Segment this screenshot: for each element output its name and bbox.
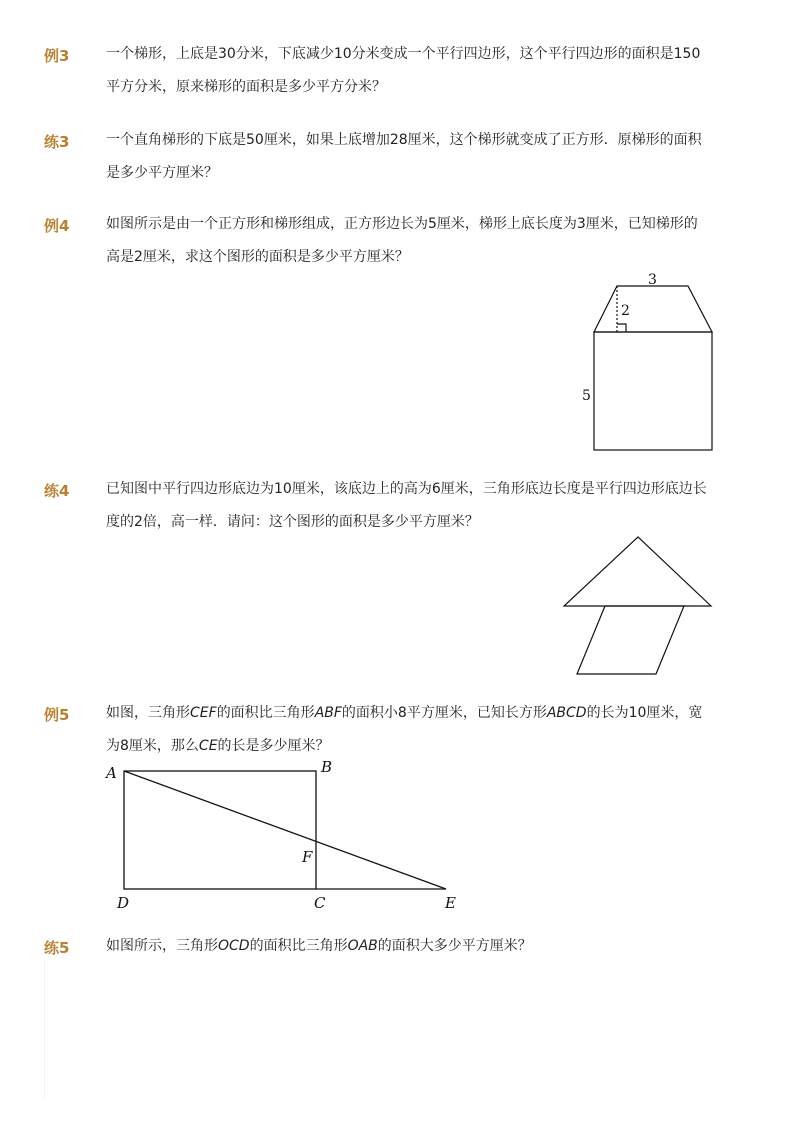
label-pr4: 练4 [44, 482, 70, 500]
ex4-label-5: 5 [582, 388, 591, 404]
problem-ex3-line2: 平方分米，原来梯形的面积是多少平方分米？ [106, 79, 386, 95]
figure-ex5 [124, 771, 446, 889]
label-ex3: 例3 [44, 47, 70, 65]
ex5-point-a: A [106, 764, 117, 782]
problem-pr4-line1: 已知图中平行四边形底边为10厘米，该底边上的高为6厘米，三角形底边长度是平行四边形底边长 [106, 481, 707, 497]
ex5-point-e: E [445, 894, 456, 912]
ex4-label-2: 2 [621, 303, 630, 319]
triangle-shape [564, 537, 711, 606]
ex4-label-3: 3 [648, 272, 657, 288]
problem-pr5-line1: 如图所示，三角形OCD的面积比三角形OAB的面积大多少平方厘米？ [106, 938, 532, 954]
ex5-point-f: F [302, 848, 313, 866]
square-shape [594, 332, 712, 450]
parallelogram-shape [577, 606, 684, 674]
problem-ex3-line1: 一个梯形，上底是30分米，下底减少10分米变成一个平行四边形，这个平行四边形的面积是150 [106, 46, 701, 62]
label-ex4: 例4 [44, 217, 70, 235]
problem-pr4-line2: 度的2倍，高一样．请问：这个图形的面积是多少平方厘米？ [106, 514, 479, 530]
label-pr3: 练3 [44, 133, 70, 151]
problem-ex4-line2: 高是2厘米，求这个图形的面积是多少平方厘米？ [106, 249, 409, 265]
rectangle-abcd [124, 771, 316, 889]
right-angle-mark [617, 324, 626, 332]
ex5-point-b: B [321, 758, 333, 776]
figure-pr4 [564, 537, 711, 674]
problem-ex4-line1: 如图所示是由一个正方形和梯形组成，正方形边长为5厘米，梯形上底长度为3厘米，已知梯形的 [106, 216, 698, 232]
segment-ae [124, 771, 446, 889]
ex5-point-c: C [314, 894, 326, 912]
problem-ex5-line1: 如图，三角形CEF的面积比三角形ABF的面积小8平方厘米，已知长方形ABCD的长为10厘米，宽 [106, 705, 703, 721]
figure-ex4 [594, 286, 712, 450]
problem-pr3-line1: 一个直角梯形的下底是50厘米，如果上底增加28厘米，这个梯形就变成了正方形．原梯形的面积 [106, 132, 702, 148]
problem-pr3-line2: 是多少平方厘米？ [106, 165, 218, 181]
label-ex5: 例5 [44, 706, 70, 724]
label-pr5: 练5 [44, 939, 70, 957]
ex5-point-d: D [117, 894, 130, 912]
problem-ex5-line2: 为8厘米，那么CE的长是多少厘米？ [106, 738, 330, 754]
trapezoid-shape [594, 286, 712, 332]
